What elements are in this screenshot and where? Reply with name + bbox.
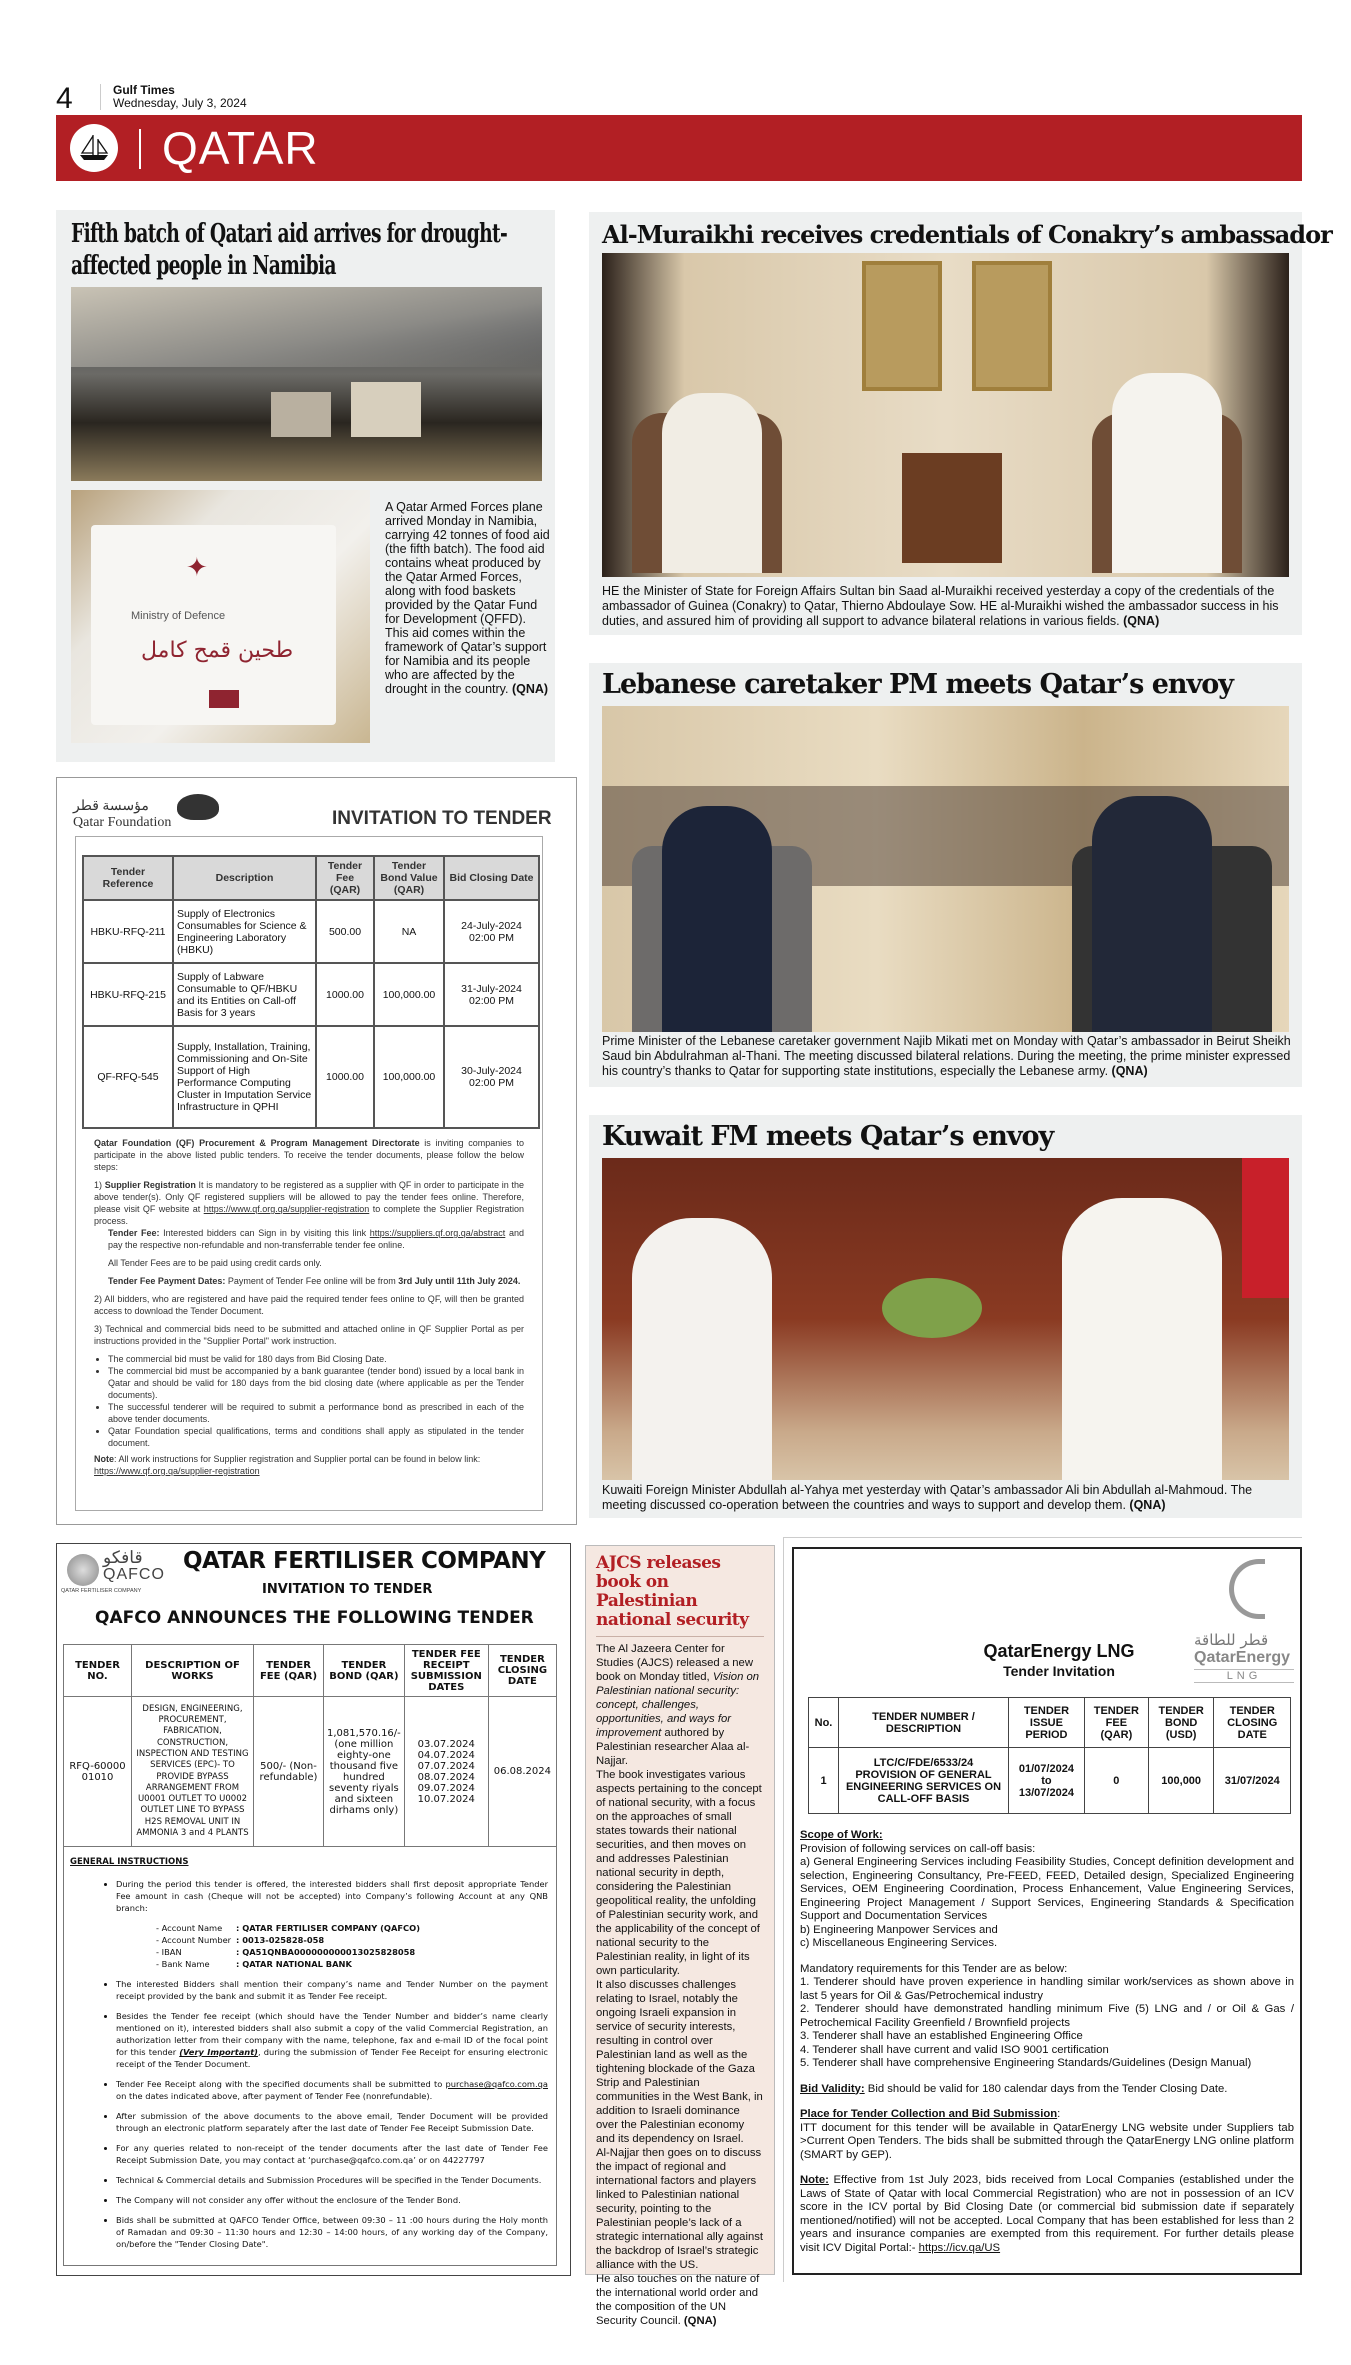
bullet: • After submission of the above documents to the above email, Tender Document will be provided through an electronic platform separately after the last date of Tender Fee Receipt Submission Date.	[116, 2110, 548, 2134]
col-header: DESCRIPTION OF WORKS	[132, 1645, 254, 1697]
requirement: 3. Tenderer shall have an established Engineering Office	[800, 2030, 1083, 2042]
paper-name: Gulf Times	[113, 83, 175, 97]
photo-caption	[602, 584, 1292, 629]
body-paragraph: It also discusses challenges relating to Israel, notably the ongoing Israeli expansion in service of security interests, resulting in control over Palestinian land as well as the tightening blockade of the Gaza Strip and Palestinian communities in the West Bank, in addition to Israeli dominance over the Palestinian economy and its dependency on Israel.	[596, 1979, 763, 2145]
cell: 1000.00	[316, 1026, 374, 1128]
general-instructions	[64, 1846, 556, 2250]
qf-logo	[73, 798, 171, 831]
logo-text: QAFCO	[103, 1566, 165, 1583]
qf-tender-box	[75, 836, 543, 1511]
logo-subtitle: QATAR FERTILISER COMPANY	[61, 1588, 142, 1594]
bullet	[116, 1878, 548, 1970]
registration-link[interactable]: https://www.qf.org.qa/supplier-registration	[203, 1204, 370, 1214]
body-paragraph: The book investigates various aspects pertaining to the concept of national security, with a focus on the approaches of small states towards their national securities, and then moves on and addresses Palestinian national security in depth, considering the Palestinian geopolitical reality, the unfolding of Palestinian security work, and the applicability of the concept of national security to the Palestinian reality, in light of its own particularity.	[596, 1769, 762, 1977]
bullet: • The Company will not consider any offer without the enclosure of the Tender Bond.	[116, 2194, 548, 2206]
ad-title: QatarEnergy LNG	[983, 1641, 1135, 1661]
credit: (QNA)	[683, 2315, 717, 2327]
section-title: QATAR	[162, 122, 319, 174]
cell: 31/07/2024	[1214, 1748, 1291, 1814]
announcement: QAFCO ANNOUNCES THE FOLLOWING TENDER	[95, 1608, 534, 1628]
fee-title: Tender Fee:	[108, 1228, 160, 1238]
bullet: • The commercial bid must be accompanied by a bank guarantee (tender bond) issued by a local bank in Qatar and should be valid for 180 days from the bid closing date (where applicable as per the Tender documents).	[108, 1365, 524, 1401]
bullet: • For any queries related to non-receipt of the tender documents after the last date of Tender Fee Receipt Submission Date, you may contact at ‘purchase@qafco.com.qa’ or on 44227797	[116, 2142, 548, 2166]
table-row	[83, 1026, 539, 1128]
instructions-title: GENERAL INSTRUCTIONS	[70, 1857, 189, 1867]
body-text: He also touches on the nature of the international world order and the composition of the UN Security Council.	[596, 2273, 760, 2327]
icv-portal-link[interactable]: https://icv.qa/US	[918, 2241, 1001, 2254]
article-headline: AJCS releases book on Palestinian national security	[596, 1554, 764, 1637]
logo-english: Qatar Foundation	[73, 815, 172, 830]
tender-title: INVITATION TO TENDER	[332, 808, 552, 829]
credit: (QNA)	[511, 682, 549, 696]
cell: 100,000.00	[374, 963, 444, 1026]
logo-english: QatarEnergy	[1194, 1649, 1291, 1666]
col-header: Bid Closing Date	[444, 856, 539, 900]
flour-bag-photo	[71, 490, 370, 743]
bullet-text: , during the submission of Tender Fee Receipt for ensuring electronic receipt of the Tender Document.	[116, 2047, 548, 2069]
article-headline: Kuwait FM meets Qatar’s envoy	[602, 1121, 1054, 1152]
cell: 31-July-2024 02:00 PM	[444, 963, 539, 1026]
caption-text: Kuwaiti Foreign Minister Abdullah al-Yahya met yesterday with Qatar’s ambassador Ali bin Abdullah al-Mahmoud. The meeting discussed co-operation between the countries and ways to support and develop them.	[602, 1483, 1253, 1512]
bullet: • The commercial bid must be valid for 180 days from Bid Closing Date.	[108, 1353, 524, 1365]
date: 09.07.2024	[417, 1782, 475, 1794]
bullet	[116, 2010, 548, 2070]
emblem-icon: ✦	[186, 552, 208, 582]
cell: QF-RFQ-545	[83, 1026, 173, 1128]
description: DESIGN, ENGINEERING, PROCUREMENT, FABRICATION, CONSTRUCTION, INSPECTION AND TESTING SERVICES (EPC)- TO PROVIDE BYPASS ARRANGEMENT FROM U0001 OUTLET TO U0002 OUTLET LINE TO BYPASS H2S REMOVAL UNIT IN AMMONIA 3 and 4 PLANTS	[132, 1697, 254, 1847]
table-header	[83, 856, 539, 900]
table-row	[64, 1697, 557, 1847]
requirements-title: Mandatory requirements for this Tender are as below:	[800, 1962, 1068, 1975]
col-header: TENDER CLOSING DATE	[488, 1645, 556, 1697]
dates-range: 3rd July until 11th July 2024.	[398, 1276, 521, 1286]
bid-validity-title: Bid Validity:	[800, 2082, 865, 2095]
bullet-text: Tender Fee Receipt along with the specified documents shall be submitted to	[116, 2079, 446, 2089]
requirement: 4. Tenderer shall have current and valid ISO 9001 certification	[800, 2043, 1109, 2056]
bullet: • Qatar Foundation special qualifications, terms and conditions shall apply as stipulated in the tender document.	[108, 1425, 524, 1449]
col-header: Tender Fee (QAR)	[316, 856, 374, 900]
col-header: TENDER FEE RECEIPT SUBMISSION DATES	[404, 1645, 488, 1697]
qafco-tender-ad	[56, 1543, 571, 2276]
email-link[interactable]: purchase@qafco.com.qa	[445, 2079, 548, 2089]
date: 10.07.2024	[417, 1793, 475, 1805]
intro-text: is inviting companies to participate in the above listed public tenders. To receive the tender documents, please follow the below steps:	[94, 1138, 524, 1172]
col-header: TENDER FEE (QAR)	[254, 1645, 324, 1697]
qe-details: Scope of Work: Provision of following services on call-off basis: a) General Engineering Services including Feasibility Studies, Concept definition development and selection, Engineering Consultancy, Pre-FEED, FEED, Detailed design, Specialized Engineering Services, OEM Engineering Coordination, Process Enhancement, Value Engineering Services, Engineering Project Management / Support Services, Engineering Standards & Specification Support and Documentation Services b) Engineering Manpower Services and c) Miscellaneous Engineering Services. Mandatory requirements for this Tender are as below: 1. Tenderer should have proven experience in handling similar work/services as shown above in last 5 years for Oil & Gas/Petrochemical industry 2. Tenderer should have demonstrated handling minimum Five (5) LNG and / or Oil & Gas / Petrochemical Facility Greenfield / Brownfield projects 3. Tenderer shall have an established Engineering Office 4. Tenderer shall have current and valid ISO 9001 certification 5. Tenderer shall have comprehensive Engineering Standards/Guidelines (Design Manual) Bid Validity: Bid should be valid for 180 calendar days from the Tender Closing Date. Place for Tender Collection and Bid Submission: ITT document for this tender will be available in QatarEnergy LNG website under Suppliers tab >Current Open Tenders. The bids shall be submitted through the QatarEnergy LNG online platform (SMART by GEP). Note: Effective from 1st July 2023, bids received from Local Companies (established under the Laws of State of Qatar with local Commercial Registration) who are not in possession of an ICV score in the ICV portal by Bid Closing Date (or commercial bid submission date if separately mentioned/notified) will not be accepted. Local Company that has been established for less than 2 years and insurance companies are exempted from this requirement. For further details please visit ICV Digital Portal:- https://icv.qa/US	[800, 1829, 1294, 2254]
col-header: TENDER ISSUE PERIOD	[1009, 1698, 1085, 1748]
credit: (QNA)	[1129, 1498, 1166, 1512]
tender-fee: 500/- (Non-refundable)	[254, 1697, 324, 1847]
fee-text: Interested bidders can Sign in by visiting this link	[159, 1228, 370, 1238]
muraikhi-article	[589, 212, 1332, 635]
cell: NA	[374, 900, 444, 963]
account-value: : QA51QNBA000000000013025828058	[236, 1947, 416, 1957]
col-header: TENDER BOND (QAR)	[324, 1645, 405, 1697]
lebanon-article	[589, 663, 1302, 1087]
col-header: TENDER CLOSING DATE	[1214, 1698, 1291, 1748]
dates-title: Tender Fee Payment Dates:	[108, 1276, 226, 1286]
ajcs-article	[585, 1545, 775, 2327]
cell: 1000.00	[316, 963, 374, 1026]
table-header	[809, 1698, 1291, 1748]
requirement: 5. Tenderer shall have comprehensive Engineering Standards/Guidelines (Design Manual)	[800, 2057, 1252, 2069]
bullet-text: on the dates indicated above, after payment of Tender Fee (nonrefundable).	[116, 2091, 433, 2101]
qafco-logo-icon	[67, 1554, 99, 1586]
bullet: • The successful tenderer will be required to submit a performance bond as prescribed in each of the above tender documents.	[108, 1401, 524, 1425]
cell: Supply, Installation, Training, Commissioning and On-Site Support of High Performance Computing Cluster in Imputation Service Infrastructure in QPHI	[173, 1026, 316, 1128]
caption-text: HE the Minister of State for Foreign Affairs Sultan bin Saad al-Muraikhi received yesterday a copy of the credentials of the ambassador of Guinea (Conakry) to Qatar, Thierno Abdoulaye Sow. HE al-Muraikhi wished the ambassador success in his duties, and assured him of providing all support to advance bilateral relations in various fields.	[602, 584, 1279, 628]
qf-tender-ad	[56, 777, 577, 1525]
cell: HBKU-RFQ-211	[83, 900, 173, 963]
tender-no: RFQ-6000001010	[64, 1697, 132, 1847]
registration-link[interactable]: https://www.qf.org.qa/supplier-registration	[94, 1466, 260, 1476]
place-title: Place for Tender Collection and Bid Submission	[800, 2108, 1058, 2120]
cell: 30-July-2024 02:00 PM	[444, 1026, 539, 1128]
important-note: (Very Important)	[179, 2047, 258, 2057]
cell: 100,000.00	[374, 1026, 444, 1128]
tender-bond: 1,081,570.16/- (one million eighty-one thousand five hundred seventy riyals and sixteen dirhams only)	[324, 1697, 405, 1847]
fee-text: and pay the respective non-refundable and non-transferrable tender fee online.	[108, 1228, 524, 1250]
account-key: - IBAN	[156, 1947, 182, 1957]
article-headline: Lebanese caretaker PM meets Qatar’s envoy	[602, 669, 1233, 700]
supplier-portal-link[interactable]: https://suppliers.qf.org.qa/abstract	[369, 1228, 506, 1238]
issue-date: Wednesday, July 3, 2024	[113, 96, 247, 110]
bullet-text: Besides the Tender fee receipt (which should have the Tender Number and bidder’s name clearly mentioned on it), interested bidders shall also submit a copy of the valid Commercial Registration, an authorization letter from their company with the name, telephone, fax and e-mail ID of the focal point for this tender	[116, 2011, 548, 2057]
place-text: ITT document for this tender will be available in QatarEnergy LNG website under Suppliers tab >Current Open Tenders. The bids shall be submitted through the QatarEnergy LNG online platform (SMART by GEP).	[800, 2121, 1294, 2161]
account-value: : 0013-025828-058	[236, 1935, 325, 1945]
account-key: - Account Number	[156, 1935, 232, 1945]
lebanon-meeting-photo	[602, 706, 1289, 1032]
requirement: 2. Tenderer should have demonstrated handling minimum Five (5) LNG and / or Oil & Gas / Petrochemical Facility Greenfield / Brownfield projects	[800, 2003, 1294, 2029]
bullet-text: During the period this tender is offered, the interested bidders shall first deposit appropriate Tender Fee amount in cash (Cheque will not be accepted) into Company’s following Account at any QNB branch:	[116, 1879, 548, 1913]
article-body	[385, 500, 550, 696]
photo-caption	[602, 1483, 1292, 1513]
account-value: : QATAR NATIONAL BANK	[236, 1959, 352, 1969]
logo-arabic: قطر للطاقة	[1194, 1631, 1269, 1649]
kuwait-article	[589, 1115, 1302, 1518]
date: 03.07.2024	[417, 1738, 475, 1750]
bullet	[116, 2078, 548, 2102]
col-header: TENDER FEE (QAR)	[1084, 1698, 1148, 1748]
book-title: Vision on Palestinian national security: concept, challenges, opportunities, and ways for improvement	[596, 1671, 760, 1739]
date: 08.07.2024	[417, 1771, 475, 1783]
cell: 500.00	[316, 900, 374, 963]
namibia-article	[56, 210, 555, 762]
scope-text: Provision of following services on call-off basis:	[800, 1842, 1036, 1855]
credentials-photo	[602, 253, 1289, 577]
qatar-flag-icon	[209, 690, 239, 708]
step-text: to complete the Supplier Registration process.	[94, 1204, 524, 1226]
bullet: • The interested Bidders shall mention their company’s name and Tender Number on the payment receipt provided by the bank and submit it as Tender Fee receipt.	[116, 1978, 548, 2002]
cell: 01/07/2024 to 13/07/2024	[1009, 1748, 1085, 1814]
account-key: - Account Name	[156, 1923, 223, 1933]
closing-date: 06.08.2024	[488, 1697, 556, 1847]
article-headline: Fifth batch of Qatari aid arrives for drought-affected people in Namibia	[71, 219, 508, 281]
qe-drop-logo-icon	[1229, 1559, 1265, 1619]
bullet: • Bids shall be submitted at QAFCO Tender Office, between 09:30 – 11 :00 hours during the Holy month of Ramadan and 09:30 – 11:30 hours and 12:30 – 14:00 hours, of any working day of the Company, on/before the "Tender Closing Date".	[116, 2214, 548, 2250]
credit: (QNA)	[1111, 1064, 1148, 1078]
page-number: 4	[56, 82, 73, 115]
col-header: TENDER NUMBER / DESCRIPTION	[839, 1698, 1009, 1748]
logo-subtitle: LNG	[1194, 1669, 1294, 1683]
logo-arabic: مؤسسة قطر	[73, 799, 149, 814]
col-header: TENDER BOND (USD)	[1148, 1698, 1214, 1748]
step-text: It is mandatory to be registered as a supplier with QF in order to participate in the above tender(s). Only QF registered suppliers will be allowed to pay the tender fees online. Therefore, please visit QF website at	[94, 1180, 524, 1214]
cell: 0	[1084, 1748, 1148, 1814]
ad-subtitle: INVITATION TO TENDER	[262, 1582, 433, 1597]
tree-icon	[177, 794, 219, 820]
bag-arabic-label: طحين قمح كامل	[141, 638, 294, 663]
bag-label: Ministry of Defence	[131, 610, 226, 622]
requirement: 1. Tenderer should have proven experience in handling similar work/services as shown above in last 5 years for Oil & Gas/Petrochemical industry	[800, 1976, 1294, 2002]
photo-caption	[602, 1034, 1292, 1079]
cell: Supply of Labware Consumable to QF/HBKU and its Entities on Call-off Basis for 3 years	[173, 963, 316, 1026]
date: 04.07.2024	[417, 1749, 475, 1761]
table-row	[83, 963, 539, 1026]
divider	[139, 129, 141, 169]
credit-card-note: All Tender Fees are to be paid using credit cards only.	[108, 1258, 322, 1268]
table-row	[809, 1748, 1291, 1814]
qe-tender-table	[808, 1697, 1291, 1814]
logo-arabic: قافكو	[103, 1548, 143, 1567]
body-paragraph: Al-Najjar then goes on to discuss the impact of regional and international factors and players linked to Palestinian national security, pointing to the Palestinian people’s lack of a strategic international ally against the backdrop of Israel’s strategic alliance with the US.	[596, 2147, 764, 2271]
cell: 24-July-2024 02:00 PM	[444, 900, 539, 963]
scope-item: a) General Engineering Services including Feasibility Studies, Concept definition development and selection, Engineering Consultancy, Pre-FEED, FEED, Detailed design, Specialized Engineering Services, OEM Engineering Coordination, Process Enhancement, Value Engineering Services, Engineering Project Management / Support Services, Engineering Standards & Specification Support and Documentation Services	[800, 1856, 1294, 1922]
table-header	[64, 1645, 557, 1697]
bullet: • Technical & Commercial details and Submission Procedures will be specified in the Tender Documents.	[116, 2174, 548, 2186]
ad-subtitle: Tender Invitation	[1003, 1663, 1115, 1679]
qf-tender-table	[82, 855, 540, 1129]
col-header: TENDER NO.	[64, 1645, 132, 1697]
col-header: No.	[809, 1698, 839, 1748]
body-text: authored by Palestinian researcher Alaa al-Najjar.	[596, 1727, 750, 1767]
credit: (QNA)	[1123, 614, 1160, 628]
bid-validity-text: Bid should be valid for 180 calendar days from the Tender Closing Date.	[864, 2082, 1228, 2095]
note-title: Note	[94, 1454, 114, 1464]
article-headline: Al-Muraikhi receives credentials of Conakry’s ambassador	[602, 220, 1332, 249]
qafco-box	[63, 1644, 557, 2266]
account-details	[156, 1922, 420, 1970]
qf-instructions: Qatar Foundation (QF) Procurement & Program Management Directorate is inviting companies to participate in the above listed public tenders. To receive the tender documents, please follow the below steps: 1) Supplier Registration It is mandatory to be registered as a supplier with QF in order to participate in the above tender(s). Only QF registered suppliers will be allowed to pay the tender fees online. Therefore, please visit QF website at https://www.qf.org.qa/supplier-registration to complete the Supplier Registration process. Tender Fee: Interested bidders can Sign in by visiting this link https://suppliers.qf.org.qa/abstract and pay the respective non-refundable and non-transferrable tender fee online. All Tender Fees are to be paid using credit cards only. Tender Fee Payment Dates: Payment of Tender Fee online will be from 3rd July until 11th July 2024. 2) All bidders, who are registered and have paid the required tender fees online to QF, will then be granted access to download the Tender Document. 3) Technical and commercial bids need to be submitted and attached online in QF Supplier Portal as per instructions provided in the "Supplier Portal" work instruction. • The commercial bid must be valid for 180 days from Bid Closing Date. • The commercial bid must be accompanied by a bank guarantee (tender bond) issued by a local bank in Qatar and should be valid for 180 days from the bid closing date (where applicable as per the Tender documents). • The successful tenderer will be required to submit a performance bond as prescribed in each of the above tender documents. • Qatar Foundation special qualifications, terms and conditions shall apply as stipulated in the tender document. Note: All work instructions for Supplier registration and Supplier portal can be found in below link: https://www.qf.org.qa/supplier-registration	[82, 1129, 536, 1477]
step-text: All bidders, who are registered and have paid the required tender fees online to QF, will then be granted access to download the Tender Document.	[94, 1294, 524, 1316]
dates-text: Payment of Tender Fee online will be from	[225, 1276, 399, 1286]
cell: HBKU-RFQ-215	[83, 963, 173, 1026]
step-title: Supplier Registration	[104, 1180, 196, 1190]
account-value: : QATAR FERTILISER COMPANY (QAFCO)	[236, 1923, 420, 1933]
account-key: - Bank Name	[156, 1959, 210, 1969]
section-bar	[56, 115, 1302, 181]
step-text: Technical and commercial bids need to be submitted and attached online in QF Supplier Portal as per instructions provided in the "Supplier Portal" work instruction.	[94, 1324, 524, 1346]
note-title: Note:	[800, 2174, 829, 2186]
qatarenergy-tender-ad	[792, 1547, 1302, 2275]
cell: Supply of Electronics Consumables for Science & Engineering Laboratory (HBKU)	[173, 900, 316, 963]
scope-item: c) Miscellaneous Engineering Services.	[800, 1937, 998, 1949]
note-text: : All work instructions for Supplier registration and Supplier portal can be found in below link:	[114, 1454, 481, 1464]
col-header: Tender Reference	[83, 856, 173, 900]
dhow-logo-icon	[70, 124, 118, 172]
cell: 1	[809, 1748, 839, 1814]
body-text: The Al Jazeera Center for Studies (AJCS) released a new book on Monday titled,	[596, 1643, 753, 1683]
company-name: QATAR FERTILISER COMPANY	[183, 1548, 546, 1574]
table-row	[83, 900, 539, 963]
caption-text: Prime Minister of the Lebanese caretaker government Najib Mikati met on Monday with Qatar’s ambassador in Beirut Sheikh Saud bin Abdulrahman al-Thani. The meeting discussed bilateral relations. During the meeting, the prime minister expressed his country’s thanks to Qatar for supporting state institutions, especially the Lebanese army.	[602, 1034, 1291, 1078]
kuwait-meeting-photo	[602, 1158, 1289, 1480]
body-text: A Qatar Armed Forces plane arrived Monday in Namibia, carrying 42 tonnes of food aid (the fifth batch). The food aid contains wheat produced by the Qatar Armed Forces, along with food baskets provided by the Qatar Fund for Development (QFFD). This aid comes within the framework of Qatar’s support for Namibia and its people who are affected by the drought in the country.	[385, 500, 550, 696]
aid-cargo-photo	[71, 287, 542, 481]
cell: 100,000	[1148, 1748, 1214, 1814]
masthead	[100, 84, 247, 110]
article-body	[596, 1642, 764, 2328]
col-header: Description	[173, 856, 316, 900]
scope-item: b) Engineering Manpower Services and	[800, 1923, 998, 1936]
col-header: Tender Bond Value (QAR)	[374, 856, 444, 900]
qafco-table	[63, 1644, 557, 1847]
scope-title: Scope of Work:	[800, 1829, 883, 1841]
intro-bold: Qatar Foundation (QF) Procurement & Program Management Directorate	[94, 1138, 420, 1148]
submission-dates	[404, 1697, 488, 1847]
date: 07.07.2024	[417, 1760, 475, 1772]
cell: LTC/C/FDE/6533/24 PROVISION OF GENERAL ENGINEERING SERVICES ON CALL-OFF BASIS	[839, 1748, 1009, 1814]
note-text: Effective from 1st July 2023, bids received from Local Companies (established under the Laws of State of Qatar with local Commercial Registration) who are not in possession of an ICV score in the ICV portal by Bid Closing Date (or commercial bid submission date if separately mentioned/notified) will not be accepted. Local Company that has been established for less than 2 years and insurance companies are exempted from this requirement. For further details please visit ICV Digital Portal:-	[800, 2174, 1294, 2254]
